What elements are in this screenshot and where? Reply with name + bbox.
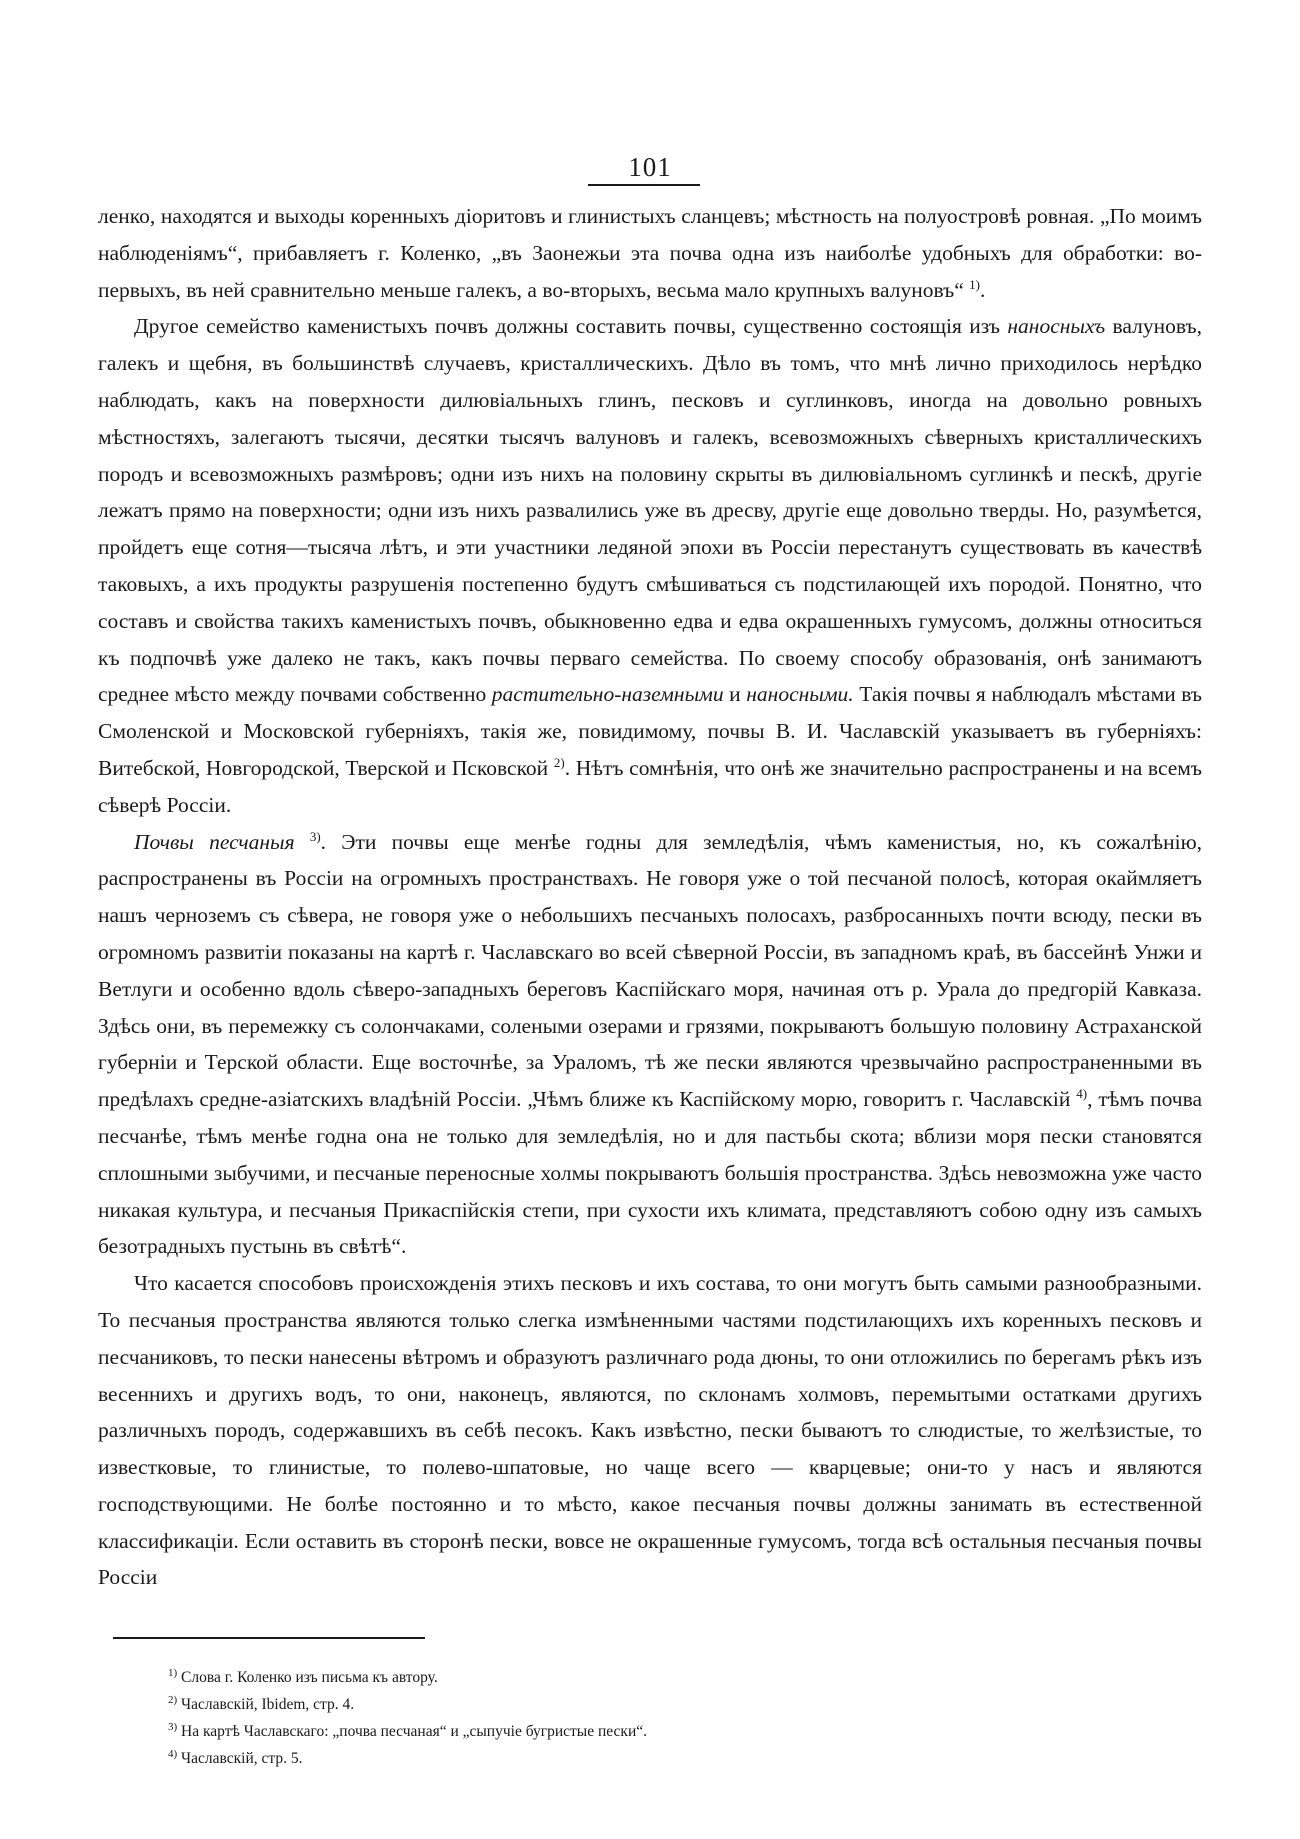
footnote-mark: 4) (168, 1747, 178, 1760)
footnote-mark: 3) (168, 1720, 178, 1733)
body-text (98, 198, 1202, 1596)
footnote-reference: 1) (969, 276, 980, 292)
text-run: , тѣмъ почва песчанѣе, тѣмъ менѣе годна она не только для земледѣлія, но и для пастьбы скота; вблизи моря пески становятся сплошными зыбучими, и песчаные переносные холмы покрываютъ большія пространства. Здѣсь невозможна уже часто никакая культура, и песчаныя Прикаспійскія степи, при сухости ихъ климата, представляютъ собою одну изъ самыхъ безотрадныхъ пустынь въ свѣтѣ“. (98, 1087, 1203, 1259)
footnote-text: На картѣ Чаславскаго: „почва песчаная“ и „сыпучіе бугристые пески“. (181, 1723, 648, 1740)
italic-term: Почвы песчаныя (134, 829, 295, 854)
footnote-reference: 2) (553, 754, 565, 770)
footnote-mark: 1) (168, 1666, 178, 1679)
text-run: и (723, 682, 747, 707)
text-run: . Нѣтъ сомнѣнія, что онѣ же значительно распространены и на всемъ сѣверѣ Россіи. (98, 755, 1203, 817)
text-run: Такія почвы я наблюдалъ мѣстами въ Смоленской и Московской губерніяхъ, такія же, повидимому, почвы В. И. Чаславскій указываетъ въ губерніяхъ: Витебской, Новгородской, Тверской и Псковской (98, 682, 1203, 780)
footnotes (168, 1664, 1068, 1772)
footnote-reference: 3) (309, 828, 321, 844)
paragraph (98, 198, 1202, 308)
page-number: 101 (628, 152, 672, 182)
italic-term: наносными. (746, 682, 854, 707)
footnote (168, 1664, 1068, 1691)
paragraph (98, 308, 1202, 823)
footnote-reference: 4) (1076, 1085, 1088, 1101)
text-run (295, 830, 310, 854)
text-run: . (979, 277, 986, 302)
footnote-text: Чаславскій, стр. 5. (181, 1750, 303, 1767)
text-run: валуновъ, галекъ и щебня, въ большинствѣ случаевъ, кристаллическихъ. Дѣло въ томъ, что мнѣ лично приходилось нерѣдко наблюдать, какъ на поверхности дилювіальныхъ глинъ, песковъ и суглинковъ, иногда на довольно ровныхъ мѣстностяхъ, залегаютъ тысячи, десятки тысячъ валуновъ и галекъ, всевозможныхъ сѣверныхъ кристаллическихъ породъ и всевозможныхъ размѣровъ; одни изъ нихъ на половину скрыты въ дилювіальномъ суглинкѣ и пескѣ, другіе лежатъ прямо на поверхности; одни изъ нихъ развалились уже въ дресву, другіе еще довольно тверды. Но, разумѣется, пройдетъ еще сотня—тысяча лѣтъ, и эти участники ледяной эпохи въ Россіи перестанутъ существовать въ качествѣ таковыхъ, а ихъ продукты разрушенія постепенно будутъ смѣшиваться съ подстилающей ихъ породой. Понятно, что составъ и свойства такихъ каменистыхъ почвъ, обыкновенно едва и едва окрашенныхъ гумусомъ, должны относиться къ подпочвѣ уже далеко не такъ, какъ почвы перваго семейства. По своему способу образованія, онѣ занимаютъ среднее мѣсто между почвами собственно (98, 314, 1202, 707)
italic-term: растительно-наземными (491, 682, 724, 707)
footnote-mark: 2) (168, 1693, 178, 1706)
italic-term: наносныхъ (1007, 314, 1106, 339)
paragraph (98, 1265, 1202, 1596)
text-run: . Эти почвы еще менѣе годны для земледѣлія, чѣмъ каменистыя, но, къ сожалѣнію, распространены въ Россіи на огромныхъ пространствахъ. Не говоря уже о той песчаной полосѣ, которая окаймляетъ нашъ черноземъ съ сѣвера, не говоря уже о небольшихъ песчаныхъ полосахъ, разбросанныхъ почти всюду, пески въ огромномъ развитіи показаны на картѣ г. Чаславскаго во всей сѣверной Россіи, въ западномъ краѣ, въ бассейнѣ Унжи и Ветлуги и особенно вдоль сѣверо-западныхъ береговъ Каспійскаго моря, начиная отъ р. Урала до предгорій Кавказа. Здѣсь они, въ перемежку съ солончаками, солеными озерами и грязями, покрываютъ большую половину Астраханской губерніи и Терской области. Еще восточнѣе, за Ураломъ, тѣ же пески являются чрезвычайно распространенными въ предѣлахъ средне-азіатскихъ владѣній Россіи. „Чѣмъ ближе къ Каспійскому морю, говоритъ г. Чаславскій (98, 829, 1203, 1112)
footnote (168, 1745, 1068, 1772)
text-run: Другое семейство каменистыхъ почвъ должны составить почвы, существенно состоящія изъ (134, 314, 1008, 339)
text-run: Что касается способовъ происхожденія этихъ песковъ и ихъ состава, то они могутъ быть самыми разнообразными. То песчаныя пространства являются только слегка измѣненными частями подстилающихъ ихъ коренныхъ песковъ и песчаниковъ, то пески нанесены вѣтромъ и образуютъ различнаго рода дюны, то они отложились по берегамъ рѣкъ изъ весеннихъ и другихъ водъ, то они, наконецъ, являются, по склонамъ холмовъ, перемытыми остатками другихъ различныхъ породъ, содержавшихъ въ себѣ песокъ. Какъ извѣстно, пески бываютъ то слюдистые, то желѣзистые, то известковые, то глинистые, то полево-шпатовые, но чаще всего — кварцевые; они-то у насъ и являются господствующими. Не болѣе постоянно и то мѣсто, какое песчаныя почвы должны занимать въ естественной классификаціи. Если оставить въ сторонѣ пески, вовсе не окрашенные гумусомъ, тогда всѣ остальныя песчаныя почвы Россіи (98, 1271, 1202, 1590)
footnote-text: Слова г. Коленко изъ письма къ автору. (181, 1669, 438, 1686)
page-number-rule (588, 184, 700, 186)
footnote (168, 1691, 1068, 1718)
footnote (168, 1718, 1068, 1745)
footnote-separator (113, 1637, 425, 1639)
paragraph (98, 824, 1202, 1266)
text-run: ленко, находятся и выходы коренныхъ діоритовъ и глинистыхъ сланцевъ; мѣстность на полуостровѣ ровная. „По моимъ наблюденіямъ“, прибавляетъ г. Коленко, „въ Заонежьи эта почва одна изъ наиболѣе удобныхъ для обработки: во-первыхъ, въ ней сравнительно меньше галекъ, а во-вторыхъ, весьма мало крупныхъ валуновъ“ (98, 204, 1202, 302)
footnote-text: Чаславскій, Ibidem, стр. 4. (181, 1696, 355, 1713)
